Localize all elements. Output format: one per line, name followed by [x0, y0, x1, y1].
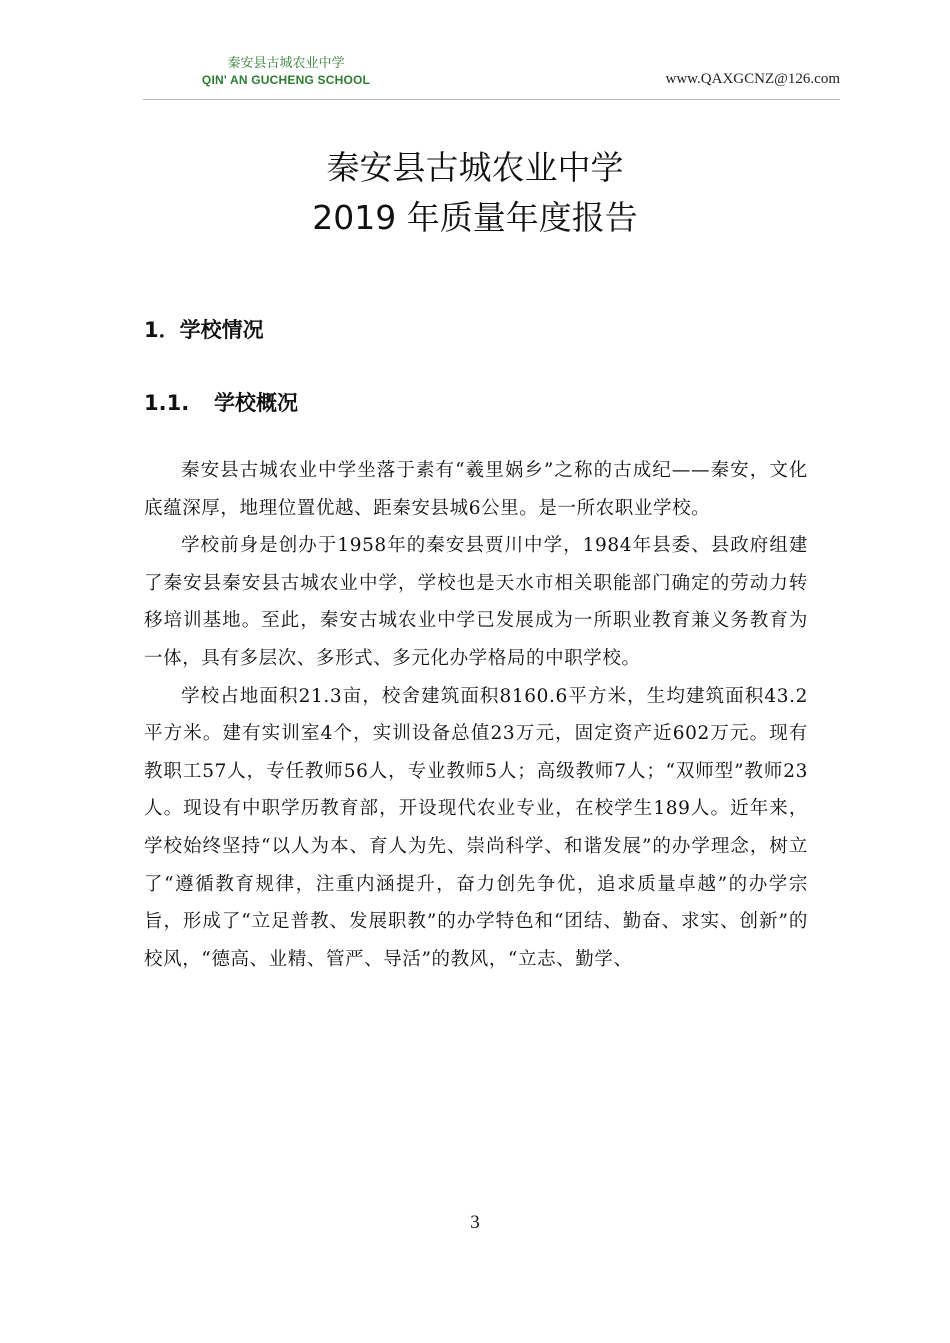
paragraph: 学校前身是创办于1958年的秦安县贾川中学，1984年县委、县政府组建了秦安县秦安县古城农业中学，学校也是天水市相关职能部门确定的劳动力转移培训基地。至此，秦安古城农业中学已发展成为一所职业教育兼义务教育为一体，具有多层次、多形式、多元化办学格局的中职学校。 — [144, 535, 808, 669]
school-logo-text — [196, 56, 376, 88]
page-number: 3 — [470, 1212, 480, 1233]
paragraph: 学校占地面积21.3亩，校舍建筑面积8160.6平方米，生均建筑面积43.2平方米。建有实训室4个，实训设备总值23万元，固定资产近602万元。现有教职工57人，专任教师56人，专业教师5人；高级教师7人；“双师型”教师23人。现设有中职学历教育部，开设现代农业专业，在校学生189人。近年来，学校始终坚持“以人为本、育人为先、崇尚科学、和谐发展”的办学理念，树立了“遵循教育规律，注重内涵提升，奋力创先争优，追求质量卓越”的办学宗旨，形成了“立足普教、发展职教”的办学特色和“团结、勤奋、求实、创新”的校风，“德高、业精、管严、导活”的教风，“立志、勤学、 — [144, 685, 808, 970]
title-line-2: 2019 年质量年度报告 — [312, 198, 638, 237]
document-title — [0, 143, 950, 243]
section-heading-1: 1．学校情况 — [144, 318, 264, 342]
school-name-cn: 秦安县古城农业中学 — [227, 56, 345, 71]
header-divider — [143, 99, 840, 100]
section-number: 1.1. — [144, 391, 190, 415]
school-name-en: QIN' AN GUCHENG SCHOOL — [201, 73, 371, 87]
paragraph: 秦安县古城农业中学坐落于素有“羲里娲乡”之称的古成纪——秦安，文化底蕴深厚，地理位置优越、距秦安县城6公里。是一所农职业学校。 — [144, 460, 808, 519]
title-line-1: 秦安县古城农业中学 — [326, 148, 624, 187]
section-heading-1-1 — [144, 387, 298, 417]
section-heading-text: 学校概况 — [214, 391, 298, 415]
body-text — [144, 452, 808, 978]
header-email: www.QAXGCNZ@126.com — [665, 71, 840, 87]
